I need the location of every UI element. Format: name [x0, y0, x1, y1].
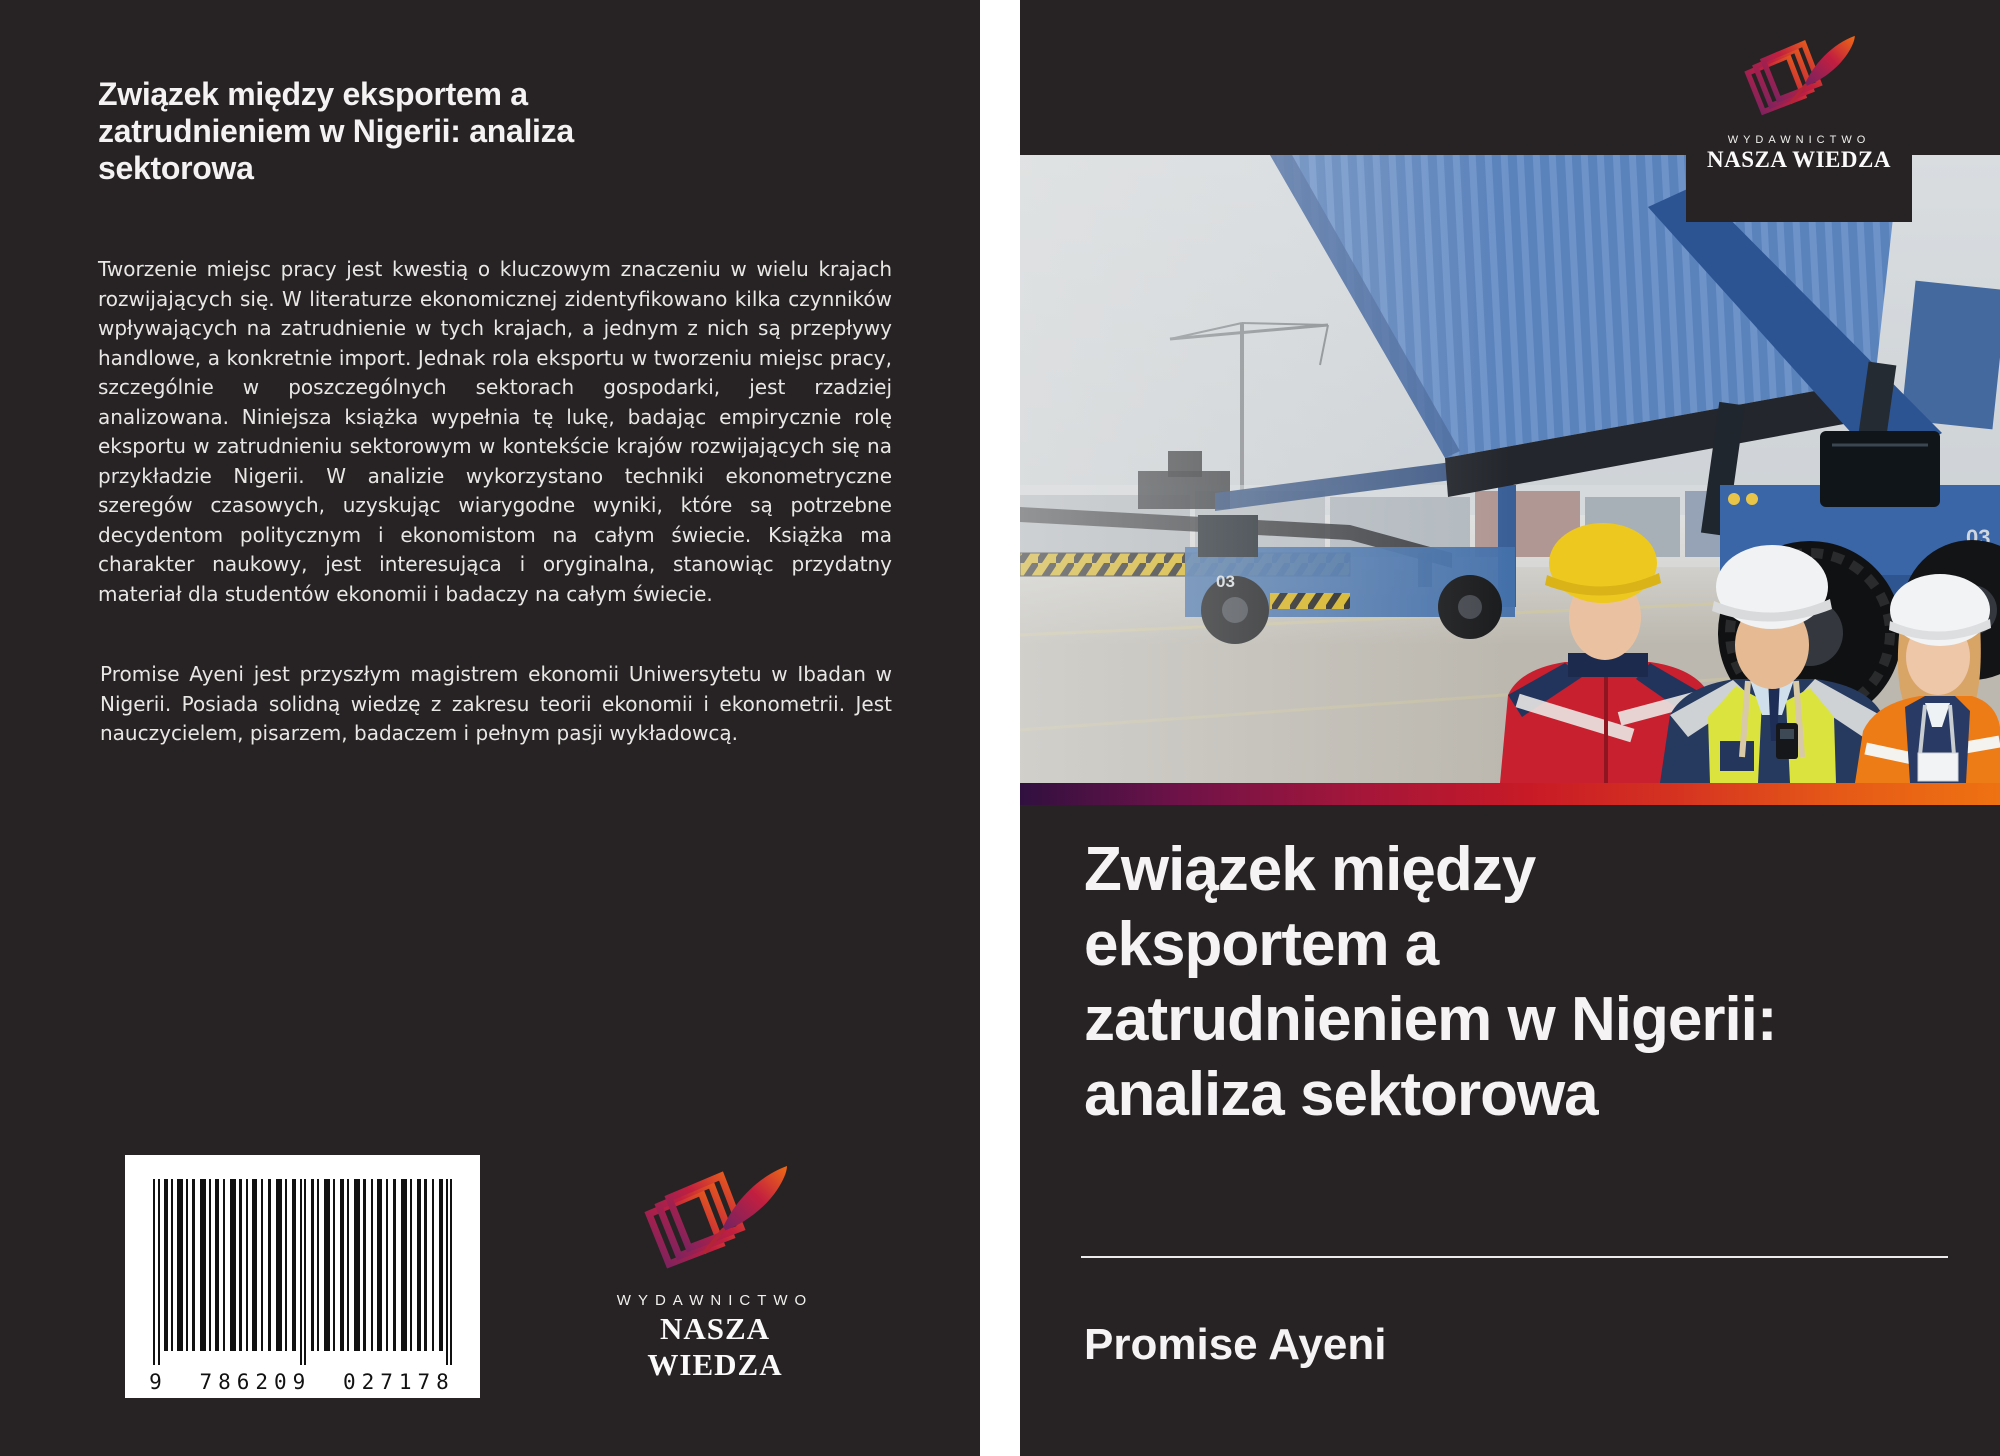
- publisher-wordmark-name: NASZA WIEDZA: [647, 1311, 783, 1382]
- synopsis-text: Tworzenie miejsc pracy jest kwestią o kluczowym znaczeniu w wielu krajach rozwijających się. W literaturze ekonomicznej zidentyfikowano kilka czynników wpływających na zatrudnienie w tych krajach, a jednym z nich są przepływy handlowe, a konkretnie import. Jednak rola eksportu w tworzeniu miejsc pracy, szczególnie w poszczególnych sektorach gospodarki, jest rzadziej analizowana. Niniejsza książka wypełnia tę lukę, badając empirycznie rolę eksportu w zatrudnieniu sektorowym w kontekście krajów rozwijających się na przykładzie Nigerii. W analizie wykorzystano techniki ekonometryczne szeregów czasowych, uzyskując wiarygodne wyniki, które są potrzebne decydentom politycznym i ekonomistom na całym świecie. Książka ma charakter naukowy, jest interesująca i oryginalna, stanowiąc przydatny materiał dla studentów ekonomii i badaczy na całym świecie.: [98, 257, 892, 606]
- front-title-line: zatrudnieniem w Nigerii:: [1084, 985, 1777, 1054]
- publisher-pages-feather-icon: [635, 1162, 795, 1284]
- publisher-wordmark-top: WYDAWNICTWO: [616, 1292, 814, 1309]
- radio: [1776, 723, 1798, 759]
- author-name: Promise Ayeni: [1084, 1320, 1387, 1369]
- barcode-bars: [125, 1155, 480, 1398]
- front-title: [1084, 832, 1974, 1132]
- front-title-line: analiza sektorowa: [1084, 1060, 1598, 1129]
- cover-photo: [1020, 155, 2000, 783]
- front-title-line: Związek między: [1084, 835, 1536, 904]
- back-cover: [0, 0, 980, 1456]
- author-bio-text: Promise Ayeni jest przyszłym magistrem ekonomii Uniwersytetu w Ibadan w Nigerii. Posiada solidną wiedzę z zakresu teorii ekonomii i ekonometrii. Jest nauczycielem, pisarzem, badaczem i pełnym pasji wykładowcą.: [100, 662, 892, 745]
- back-title-line: Związek między eksportem a: [98, 76, 528, 112]
- back-title-line: zatrudnieniem w Nigerii: analiza: [98, 113, 574, 149]
- author-divider-rule: [1081, 1256, 1948, 1258]
- id-badge: [1918, 753, 1958, 781]
- publisher-pages-feather-icon: [1737, 32, 1861, 128]
- publisher-logo-back: [592, 1162, 838, 1383]
- back-title: [98, 76, 818, 187]
- port-scene: [1020, 155, 2000, 783]
- back-title-line: sektorowa: [98, 150, 254, 186]
- accent-gradient-stripe: [1020, 783, 2000, 805]
- publisher-logo-front: [1686, 0, 1912, 222]
- isbn-barcode: [125, 1155, 480, 1398]
- front-title-line: eksportem a: [1084, 910, 1439, 979]
- publisher-wordmark-top: WYDAWNICTWO: [1727, 134, 1871, 146]
- spine-gap: [980, 0, 1020, 1456]
- front-cover: [1020, 0, 2000, 1456]
- publisher-wordmark-name: NASZA WIEDZA: [1707, 147, 1891, 172]
- barcode-digits: 9 786209 027178: [149, 1370, 455, 1394]
- fog-overlay: [1020, 155, 2000, 783]
